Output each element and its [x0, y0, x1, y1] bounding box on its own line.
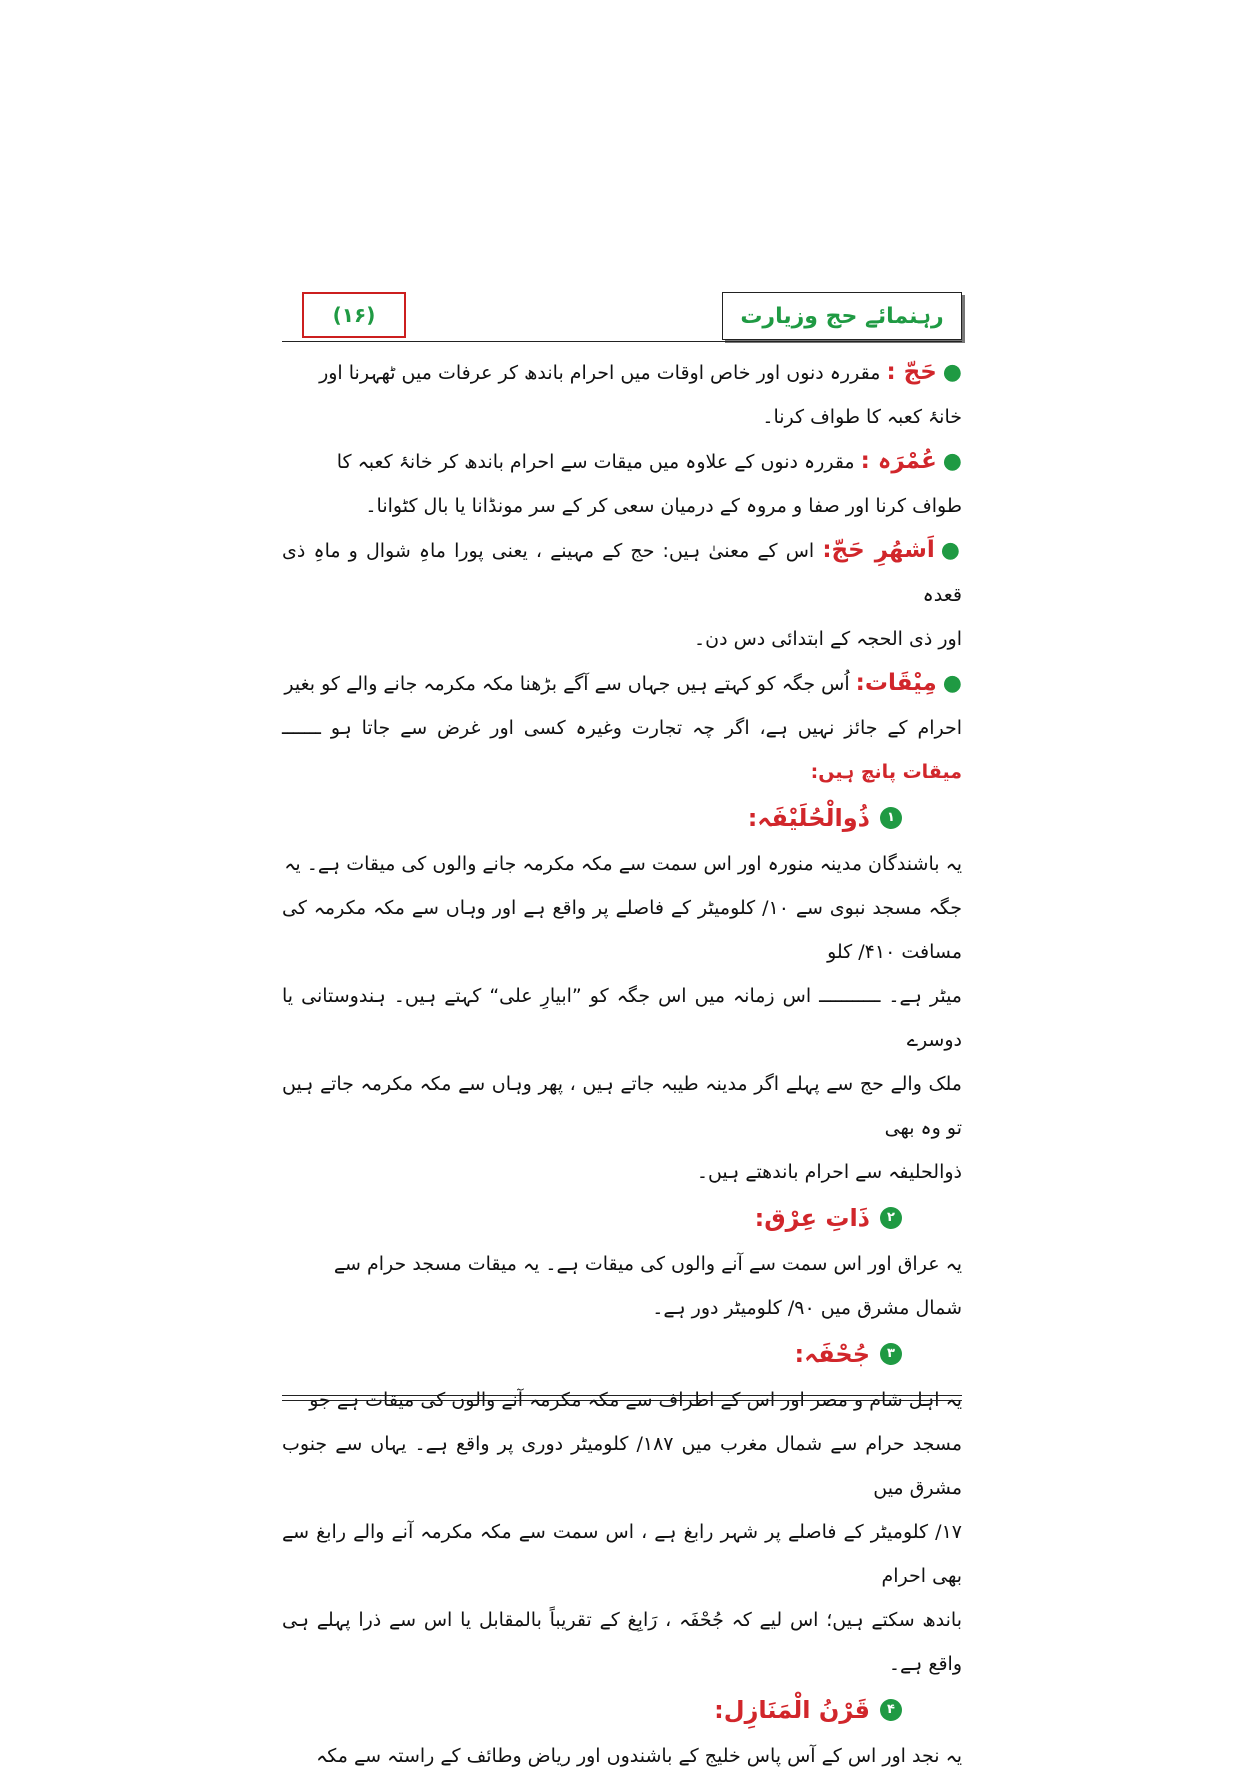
- miqat-name: قَرْنُ الْمَنَازِل:: [714, 1696, 870, 1724]
- miqat-description-line: مسجد حرام سے شمال مغرب میں ۱۸۷/ کلومیٹر دوری پر واقع ہے۔ یہاں سے جنوب مشرق میں: [282, 1433, 962, 1499]
- miqat-description-line: ذوالحلیفہ سے احرام باندھتے ہیں۔: [696, 1161, 962, 1183]
- miqat-description-line: میٹر ہے۔ ـــــــــــ اس زمانہ میں اس جگہ کو ”ابیارِ علی“ کہتے ہیں۔ ہندوستانی یا دوسرے: [282, 985, 962, 1051]
- definition-term: مِیْقَات:: [855, 670, 937, 696]
- definition-line: [282, 484, 962, 528]
- definition-line: [282, 395, 962, 439]
- bullet-icon: ●: [940, 538, 963, 563]
- definition-line: [282, 439, 962, 484]
- definition-text: مقررہ دنوں اور خاص اوقات میں احرام باندھ کر عرفات میں ٹھہرنا اور: [319, 362, 881, 384]
- bullet-icon: ●: [942, 449, 962, 474]
- definition-line: [282, 617, 962, 661]
- miqat-name: ذُوالْحُلَیْفَہ:: [747, 804, 870, 832]
- miqat-name: جُحْفَہ:: [794, 1340, 870, 1368]
- number-badge-icon: ۱: [880, 807, 902, 829]
- page-number: (۱۶): [302, 292, 406, 338]
- definition-text: مقررہ دنوں کے علاوہ میں میقات سے احرام باندھ کر خانۂ کعبہ کا: [336, 451, 855, 473]
- definition-text: خانۂ کعبہ کا طواف کرنا۔: [762, 406, 962, 428]
- miqat-name: ذَاتِ عِرْق:: [754, 1204, 870, 1232]
- definition-line: [282, 706, 962, 794]
- miqat-description-line: یہ عراق اور اس سمت سے آنے والوں کی میقات ہے۔ یہ میقات مسجد حرام سے: [333, 1253, 962, 1275]
- book-title: رہنمائے حج وزیارت: [722, 292, 962, 340]
- miqat-heading: [282, 1686, 962, 1734]
- miqat-description-line: باندھ سکتے ہیں؛ اس لیے کہ جُحْفَہ ، رَابِغ کے تقریباً بالمقابل یا اس سے ذرا پہلے ہی واقع ہے۔: [282, 1609, 962, 1675]
- definition-text: اس کے معنیٰ ہیں: حج کے مہینے ، یعنی پورا ماہِ شوال و ماہِ ذی قعدہ: [282, 540, 962, 606]
- miqat-description-line: یہ باشندگان مدینہ منورہ اور اس سمت سے مکہ مکرمہ جانے والوں کی میقات ہے۔ یہ: [284, 853, 962, 875]
- miqat-description-line: یہ نجد اور اس کے آس پاس خلیج کے باشندوں اور ریاض وطائف کے راستہ سے مکہ: [316, 1745, 962, 1767]
- definition-term: اَشھُرِ حَجّ:: [822, 537, 935, 563]
- miqat-count-note: میقات پانچ ہیں:: [810, 761, 962, 783]
- definition-text: طواف کرنا اور صفا و مروہ کے درمیان سعی کر کے سر مونڈانا یا بال کٹوانا۔: [365, 495, 962, 517]
- number-badge-icon: ۳: [880, 1343, 902, 1365]
- page: [282, 292, 963, 1767]
- number-badge-icon: ۲: [880, 1207, 902, 1229]
- header-divider: [282, 341, 962, 342]
- footer-divider: [282, 1395, 962, 1396]
- page-body: [282, 350, 962, 1778]
- definition-line: [282, 350, 962, 395]
- number-badge-icon: ۴: [880, 1699, 902, 1721]
- miqat-heading: [282, 794, 962, 842]
- definition-term: عُمْرَہ :: [860, 448, 937, 474]
- miqat-description-line: جگہ مسجد نبوی سے ۱۰/ کلومیٹر کے فاصلے پر واقع ہے اور وہاں سے مکہ مکرمہ کی مسافت ۴۱۰/ کلو: [282, 897, 963, 963]
- miqat-heading: [282, 1330, 962, 1378]
- miqat-description-line: ملک والے حج سے پہلے اگر مدینہ طیبہ جاتے ہیں ، پھر وہاں سے مکہ مکرمہ جاتے ہیں تو وہ بھی: [282, 1073, 962, 1139]
- footer-divider-second: [282, 1400, 962, 1401]
- page-header: [282, 292, 962, 342]
- miqat-description-line: ۱۷/ کلومیٹر کے فاصلے پر شہر رابغ ہے ، اس سمت سے مکہ مکرمہ آنے والے رابغ سے بھی احرام: [282, 1521, 962, 1587]
- miqat-heading: [282, 1194, 962, 1242]
- definition-text: اور ذی الحجہ کے ابتدائی دس دن۔: [694, 628, 962, 650]
- definition-text: احرام کے جائز نہیں ہے، اگر چہ تجارت وغیرہ کسی اور غرض سے جاتا ہو ـــــــ: [282, 717, 962, 739]
- bullet-icon: ●: [942, 671, 962, 696]
- bullet-icon: ●: [942, 360, 962, 385]
- definition-line: [282, 661, 962, 706]
- definition-term: حَجّ :: [886, 359, 937, 385]
- definition-text: اُس جگہ کو کہتے ہیں جہاں سے آگے بڑھنا مکہ مکرمہ جانے والے کو بغیر: [284, 673, 850, 695]
- miqat-description-line: یہ اہل شام و مصر اور اس کے اطراف سے مکہ مکرمہ آنے والوں کی میقات ہے جو: [309, 1389, 962, 1411]
- definition-line: [282, 528, 962, 617]
- miqat-description-line: شمال مشرق میں ۹۰/ کلومیٹر دور ہے۔: [652, 1297, 962, 1319]
